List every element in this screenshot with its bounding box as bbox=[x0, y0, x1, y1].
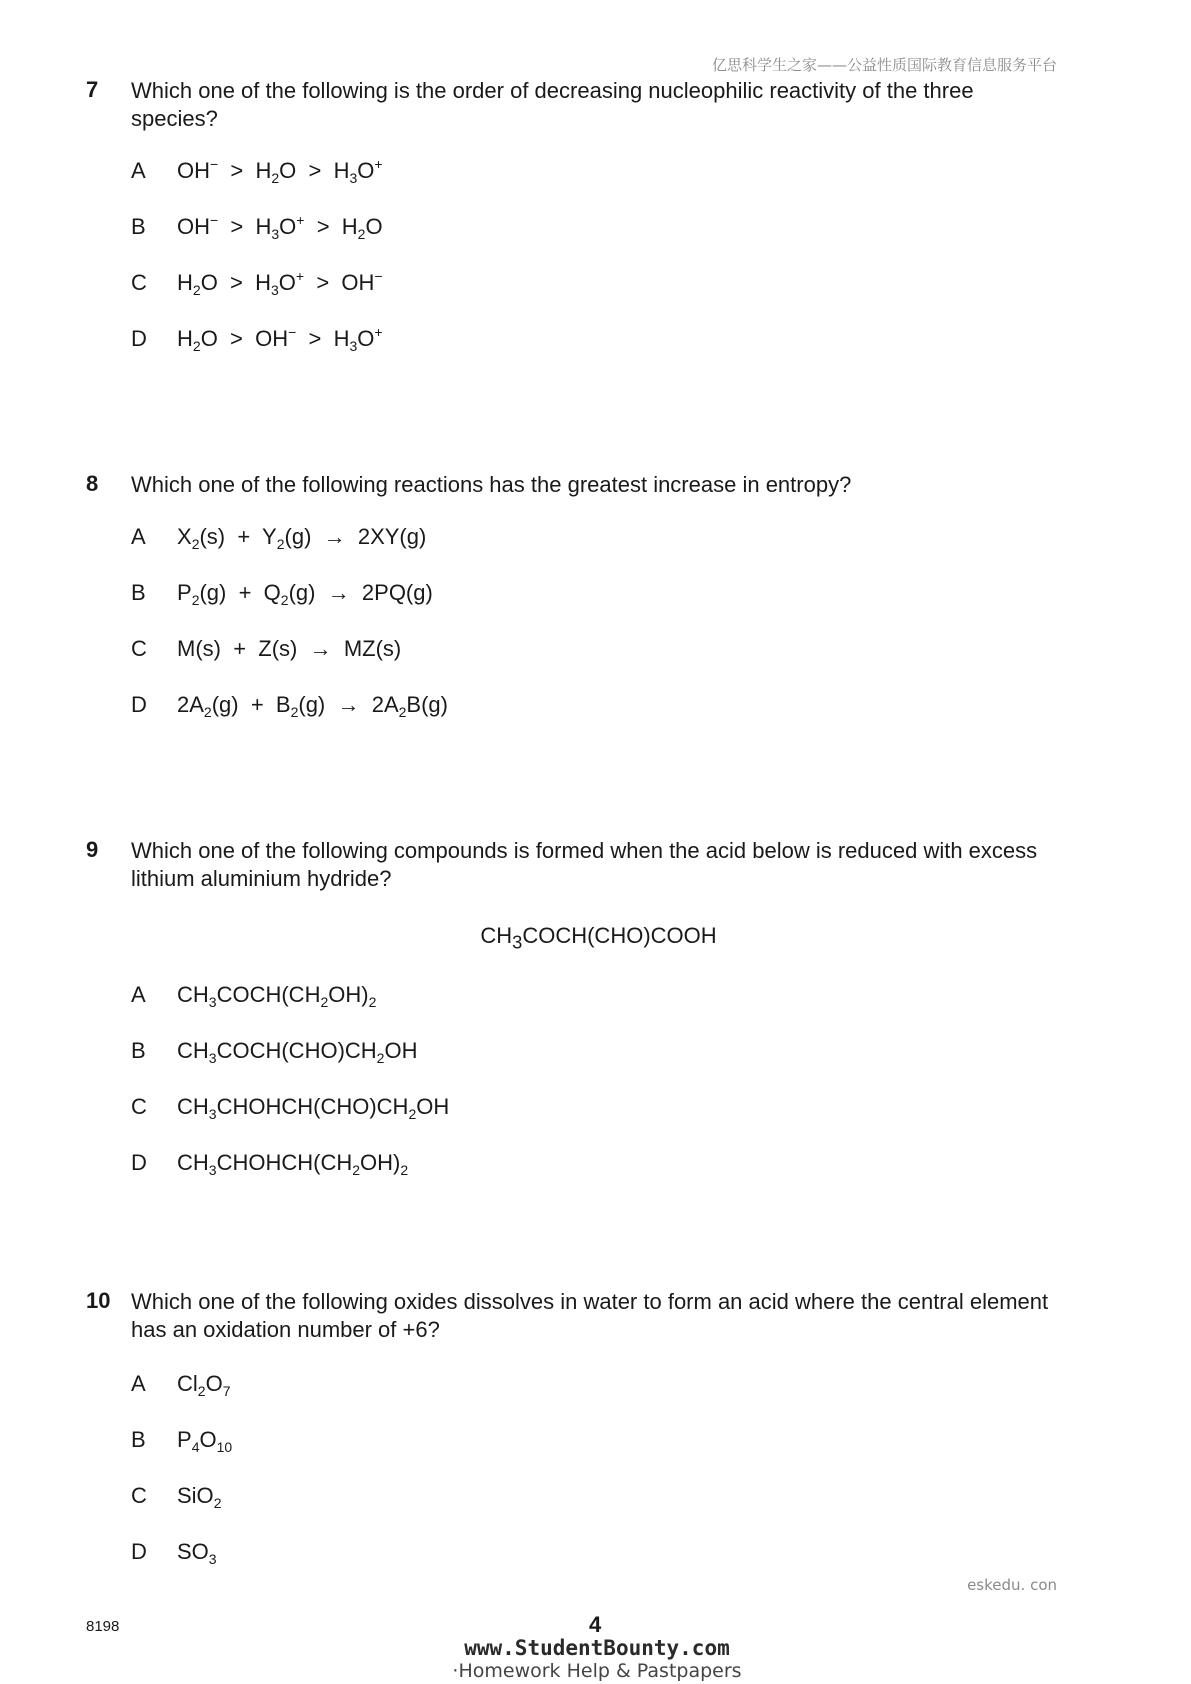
question-9 bbox=[86, 837, 1066, 1205]
option-text: $Cl_2O_7$ bbox=[177, 1371, 231, 1399]
option-letter: A bbox=[131, 524, 146, 549]
question-8 bbox=[86, 471, 1066, 747]
option-c bbox=[131, 1093, 1066, 1149]
option-text: $CH_3CHOHCH(CHO)CH_2OH$ bbox=[177, 1094, 450, 1123]
question-text: Which one of the following reactions has the greatest increase in entropy? bbox=[131, 472, 852, 497]
option-text: $OH^- > H_2O > H_3O^+$ bbox=[177, 156, 383, 186]
question-number: 10 bbox=[86, 1288, 111, 1313]
option-a bbox=[131, 157, 1066, 213]
option-text: $CH_3COCH(CH_2OH)_2$ bbox=[177, 982, 377, 1011]
option-b bbox=[131, 1037, 1066, 1093]
option-c bbox=[131, 635, 1066, 691]
option-c bbox=[131, 269, 1066, 325]
header-watermark: 亿思科学生之家——公益性质国际教育信息服务平台 bbox=[711, 56, 1057, 74]
option-letter: D bbox=[131, 692, 147, 717]
option-text: $P_2(g) + Q_2(g) \to 2PQ(g)$ bbox=[177, 580, 433, 608]
option-letter: B bbox=[131, 214, 146, 239]
option-text: $CH_3COCH(CHO)CH_2OH$ bbox=[177, 1038, 418, 1067]
option-a bbox=[131, 1370, 1066, 1426]
option-text: $OH^- > H_3O^+ > H_2O$ bbox=[177, 212, 383, 242]
option-letter: D bbox=[131, 1150, 147, 1176]
page-number: 4 bbox=[589, 1612, 602, 1637]
logo-line-1: www.StudentBounty.com bbox=[464, 1636, 730, 1660]
question-text: Which one of the following oxides dissolves in water to form an acid where the central element has an oxidation number of +6? bbox=[131, 1289, 1049, 1342]
question-7 bbox=[86, 77, 1066, 381]
acid-formula: $CH_3COCH(CHO)COOH$ bbox=[480, 923, 717, 953]
question-number: 9 bbox=[86, 837, 99, 862]
option-b bbox=[131, 213, 1066, 269]
option-letter: C bbox=[131, 1483, 147, 1508]
option-letter: B bbox=[131, 580, 146, 605]
option-letter: C bbox=[131, 270, 147, 295]
option-text: $SO_3$ bbox=[177, 1539, 217, 1567]
option-d bbox=[131, 691, 1066, 747]
studentbounty-logo[interactable] bbox=[447, 1636, 747, 1682]
option-letter: C bbox=[131, 1094, 147, 1120]
option-text: $CH_3CHOHCH(CH_2OH)_2$ bbox=[177, 1150, 409, 1179]
option-b bbox=[131, 1426, 1066, 1482]
paper-code: 8198 bbox=[86, 1618, 120, 1635]
option-text: SiO$_2$ bbox=[177, 1483, 222, 1511]
question-text: Which one of the following is the order of decreasing nucleophilic reactivity of the three species? bbox=[131, 78, 974, 131]
option-d bbox=[131, 1149, 1066, 1205]
option-c bbox=[131, 1482, 1066, 1538]
option-letter: D bbox=[131, 1539, 147, 1564]
option-text: $P_4O_{10}$ bbox=[177, 1427, 233, 1455]
option-text: M(s) + Z(s) → MZ(s) bbox=[177, 636, 402, 661]
option-letter: A bbox=[131, 1371, 146, 1396]
option-text: $2A_2(g) + B_2(g) \to 2A_2B(g)$ bbox=[177, 692, 448, 720]
option-letter: C bbox=[131, 636, 147, 661]
option-text: $X_2(s) + Y_2(g) \to 2XY(g)$ bbox=[177, 524, 427, 552]
option-letter: B bbox=[131, 1038, 146, 1064]
option-letter: A bbox=[131, 158, 146, 183]
option-a bbox=[131, 981, 1066, 1037]
question-number: 8 bbox=[86, 471, 99, 496]
question-text: Which one of the following compounds is formed when the acid below is reduced with excess lithium aluminium hydride? bbox=[131, 838, 1038, 891]
option-letter: A bbox=[131, 982, 146, 1008]
option-a bbox=[131, 523, 1066, 579]
option-b bbox=[131, 579, 1066, 635]
option-d bbox=[131, 1538, 1066, 1594]
option-letter: B bbox=[131, 1427, 146, 1452]
question-number: 7 bbox=[86, 77, 99, 102]
option-letter: D bbox=[131, 326, 147, 351]
option-text: $H_2O > OH^- > H_3O^+$ bbox=[177, 324, 383, 354]
option-d bbox=[131, 325, 1066, 381]
option-text: $H_2O > H_3O^+ > OH^-$ bbox=[177, 268, 383, 298]
question-10 bbox=[86, 1288, 1066, 1594]
logo-line-2: ·Homework Help & Pastpapers bbox=[452, 1660, 742, 1682]
footer-watermark: eskedu. con bbox=[967, 1576, 1057, 1594]
